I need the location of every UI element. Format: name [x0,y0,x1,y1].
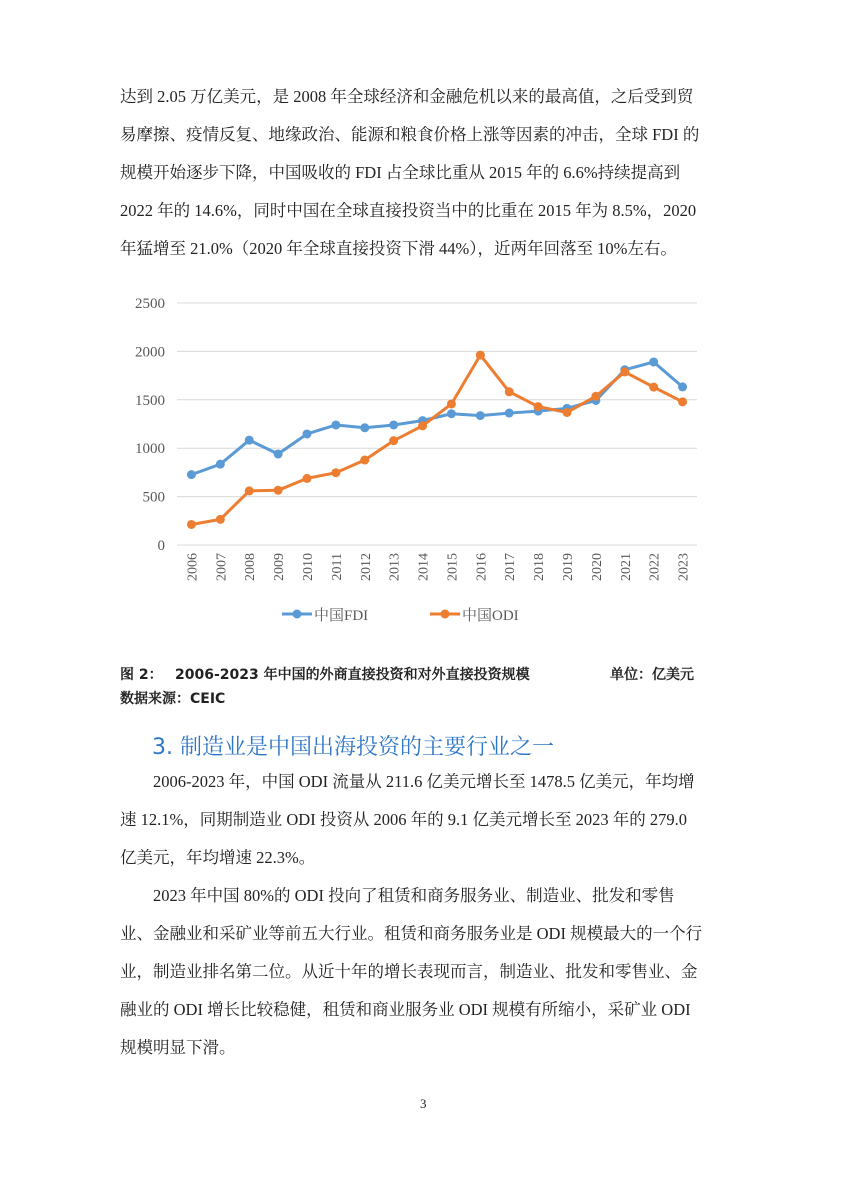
text-line: 年猛增至 21.0%（2020 年全球直接投资下滑 44%），近两年回落至 10%左右。 [120,239,677,258]
figure-title: 2006-2023 年中国的外商直接投资和对外直接投资规模 [175,667,530,683]
x-tick-label: 2017 [503,553,519,581]
figure-source: 数据来源：CEIC [120,691,226,707]
data-point [447,409,456,418]
x-tick-label: 2015 [445,553,461,581]
fdi-odi-line-chart [120,290,720,635]
data-point [505,409,514,418]
x-tick-label: 2011 [329,553,345,581]
data-point [476,411,485,420]
data-point [649,357,658,366]
text-line: 亿美元，年均增速 22.3%。 [120,848,316,867]
data-point [303,429,312,438]
text-line: 规模明显下滑。 [120,1038,236,1057]
x-tick-label: 2013 [387,553,403,581]
section-heading: 3. 制造业是中国出海投资的主要行业之一 [152,735,554,760]
data-point [303,474,312,483]
x-tick-label: 2016 [474,553,490,581]
y-tick-label: 0 [157,538,165,554]
data-point [331,420,340,429]
data-point [360,423,369,432]
y-tick-label: 2500 [135,296,165,312]
x-tick-label: 2018 [532,553,548,581]
data-point [591,392,600,401]
text-line: 2006-2023 年，中国 ODI 流量从 211.6 亿美元增长至 1478.5 亿美元，年均增 [153,772,695,791]
data-point [447,399,456,408]
data-point [418,421,427,430]
x-tick-label: 2012 [358,553,374,581]
text-line: 规模开始逐步下降，中国吸收的 FDI 占全球比重从 2015 年的 6.6%持续提高到 [120,163,681,182]
data-point [216,515,225,524]
data-point [187,520,196,529]
data-point [649,383,658,392]
data-point [331,468,340,477]
legend-marker [293,610,302,619]
series-line-odi [191,355,682,524]
data-point [534,402,543,411]
text-line: 2023 年中国 80%的 ODI 投向了租赁和商务服务业、制造业、批发和零售 [153,886,675,905]
text-line: 业、金融业和采矿业等前五大行业。租赁和商务服务业是 ODI 规模最大的一个行 [120,924,703,943]
x-tick-label: 2021 [618,553,634,581]
data-point [245,486,254,495]
x-tick-label: 2010 [301,553,316,581]
figure-unit: 单位：亿美元 [610,667,694,683]
data-point [563,408,572,417]
text-line: 速 12.1%，同期制造业 ODI 投资从 2006 年的 9.1 亿美元增长至 2023 年的 279.0 [120,810,687,829]
x-tick-label: 2022 [647,553,663,581]
data-point [678,397,687,406]
data-point [476,351,485,360]
x-tick-label: 2008 [243,553,259,581]
text-line: 融业的 ODI 增长比较稳健，租赁和商业服务业 ODI 规模有所缩小，采矿业 ODI [120,1000,691,1019]
x-tick-label: 2020 [589,553,605,581]
text-line: 业，制造业排名第二位。从近十年的增长表现而言，制造业、批发和零售业、金 [120,962,698,981]
legend-label: 中国FDI [314,608,369,624]
y-tick-label: 2000 [135,344,165,361]
data-point [245,436,254,445]
x-tick-label: 2007 [214,553,230,581]
page-number: 3 [420,1096,427,1111]
x-tick-label: 2009 [272,553,288,581]
text-line: 达到 2.05 万亿美元，是 2008 年全球经济和金融危机以来的最高值，之后受到贸 [120,87,694,106]
data-point [360,456,369,465]
data-point [274,486,283,495]
text-line: 2022 年的 14.6%，同时中国在全球直接投资当中的比重在 2015 年为 8.5%，2020 [120,201,697,220]
y-tick-label: 1000 [135,441,165,458]
x-tick-label: 2019 [561,553,576,581]
series-line-fdi [191,362,682,475]
figure-label: 图 2： [120,667,163,683]
x-tick-label: 2014 [416,553,432,581]
data-point [216,460,225,469]
x-tick-label: 2023 [676,553,692,581]
legend-marker [441,610,450,619]
x-tick-label: 2006 [185,553,201,581]
data-point [678,382,687,391]
data-point [274,450,283,459]
data-point [389,436,398,445]
data-point [505,387,514,396]
legend-label: 中国ODI [462,608,519,624]
text-line: 易摩擦、疫情反复、地缘政治、能源和粮食价格上涨等因素的冲击，全球 FDI 的 [120,125,700,144]
y-tick-label: 1500 [135,392,165,409]
data-point [389,420,398,429]
data-point [187,470,196,479]
data-point [620,367,629,376]
y-tick-label: 500 [142,489,165,506]
